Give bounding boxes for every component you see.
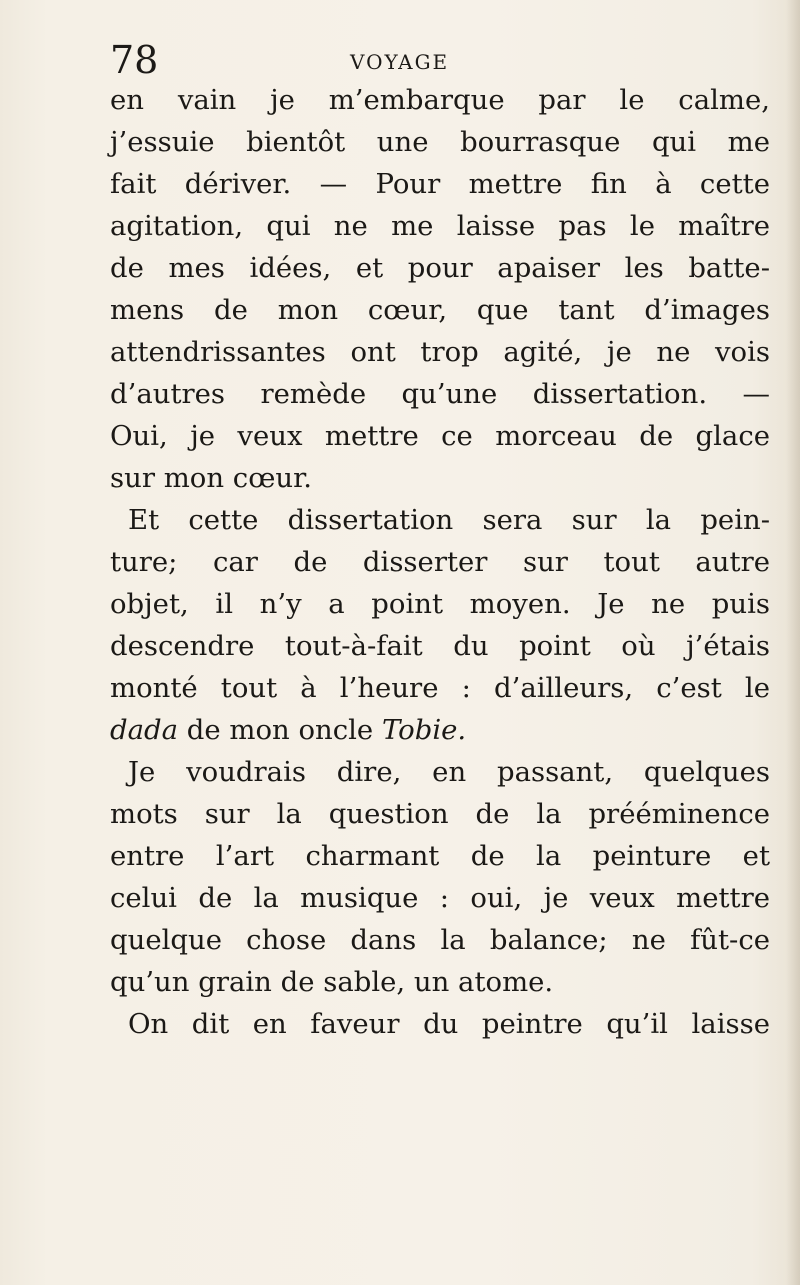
text-line-14: descendre tout-à-fait du point où j’étais bbox=[110, 630, 770, 662]
body-text bbox=[110, 79, 770, 1045]
text-line-15: monté tout à l’heure : d’ailleurs, c’est le bbox=[110, 672, 770, 704]
text-line-16 bbox=[110, 709, 770, 751]
text-line-23: On dit en faveur du peintre qu’il laisse bbox=[128, 1008, 770, 1040]
text-line-6: mens de mon cœur, que tant d’images bbox=[110, 294, 770, 326]
text-line-21: quelque chose dans la balance; ne fût-ce bbox=[110, 924, 770, 956]
text-line-16-middle: de mon oncle bbox=[186, 714, 374, 746]
text-line-11: Et cette dissertation sera sur la pein- bbox=[128, 504, 770, 536]
page-number: 78 bbox=[110, 38, 159, 82]
text-line-9: Oui, je veux mettre ce morceau de glace bbox=[110, 420, 770, 452]
text-line-20: celui de la musique : oui, je veux mettre bbox=[110, 882, 770, 914]
text-line-5: de mes idées, et pour apaiser les batte- bbox=[110, 252, 770, 284]
running-head: VOYAGE bbox=[350, 50, 450, 74]
text-line-4: agitation, qui ne me laisse pas le maître bbox=[110, 210, 770, 242]
text-line-3: fait dériver. — Pour mettre fin à cette bbox=[110, 168, 770, 200]
text-line-1: en vain je m’embarque par le calme, bbox=[110, 84, 770, 116]
text-line-18: mots sur la question de la prééminence bbox=[110, 798, 770, 830]
page-edge-shadow bbox=[786, 0, 800, 1285]
text-line-2: j’essuie bientôt une bourrasque qui me bbox=[110, 126, 770, 158]
text-line-7: attendrissantes ont trop agité, je ne vois bbox=[110, 336, 770, 368]
text-line-22: qu’un grain de sable, un atome. bbox=[110, 966, 554, 998]
italic-tobie: Tobie. bbox=[381, 714, 467, 746]
text-line-13: objet, il n’y a point moyen. Je ne puis bbox=[110, 588, 770, 620]
italic-dada: dada bbox=[110, 714, 178, 746]
text-line-12: ture; car de disserter sur tout autre bbox=[110, 546, 770, 578]
text-line-10: sur mon cœur. bbox=[110, 462, 312, 494]
text-line-19: entre l’art charmant de la peinture et bbox=[110, 840, 770, 872]
text-line-17: Je voudrais dire, en passant, quelques bbox=[128, 756, 770, 788]
text-line-8: d’autres remède qu’une dissertation. — bbox=[110, 378, 770, 410]
